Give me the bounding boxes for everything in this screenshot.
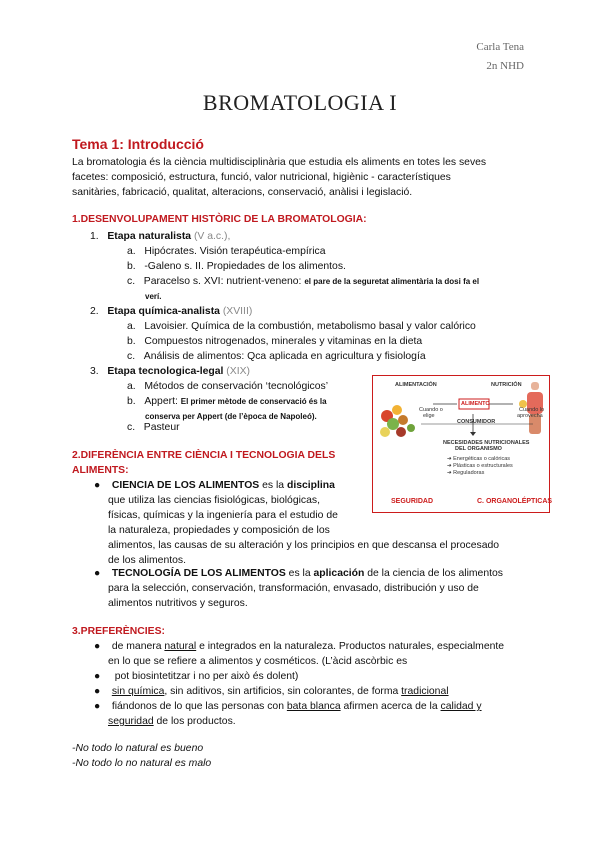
text-line: la naturaleza, propiedades y composición de los [108, 525, 330, 536]
bullet-bata-blanca: ● fiándonos de lo que las personas con bata blanca afirmen acerca de la calidad y [94, 701, 482, 712]
stage3: 3. Etapa tecnologica-legal (XIX) [90, 366, 250, 377]
author-block [476, 38, 524, 76]
section2-heading: 2.DIFERÈNCIA ENTRE CIÈNCIA I TECNOLOGIA DELS ALIMENTS: [72, 450, 336, 476]
stage-period: (XIX) [226, 366, 250, 377]
text-line: seguridad de los productos. [108, 716, 236, 727]
label-organolepticas: C. ORGANOLÉPTICAS [477, 498, 553, 505]
stage-name: Etapa química-analista [107, 306, 220, 317]
list-item: a. Métodos de conservación ‘tecnológicos’ [127, 381, 329, 392]
label-cuando-aprovecha-1: Cuando lo [519, 407, 545, 413]
need-item: ➔ Reguladoras [447, 470, 485, 476]
need-item: ➔ Plásticas o estructurales [447, 463, 513, 469]
footer-note: -No todo lo no natural es malo [72, 758, 212, 769]
label-consumidor: CONSUMIDOR [457, 419, 496, 425]
text-line: de los alimentos. [108, 555, 186, 566]
note: el pare de la seguretat alimentària la dosi fa el [304, 277, 480, 286]
alimentacion-nutricion-diagram [372, 375, 553, 513]
label-necesidades-2: DEL ORGANISMO [455, 446, 502, 452]
list-item: b. Compuestos nitrogenados, minerales y vitaminas en la dieta [127, 336, 423, 347]
stage-name: Etapa tecnologica-legal [107, 366, 224, 377]
stage-period: (V a.c.), [193, 231, 231, 242]
footer-note: -No todo lo natural es bueno [72, 743, 204, 754]
intro-line: facetes: composició, estructura, funció, valor nutricional, higiènic - característiques [72, 172, 451, 183]
list-item: b. Appert: El primer mètode de conservació és la [127, 396, 327, 407]
label-cuando-elige-1: Cuando o [419, 407, 443, 413]
label-cuando-aprovecha-2: aprovecha [517, 413, 543, 419]
label-nutricion: NUTRICIÓN [491, 382, 522, 388]
label-alimentacion: ALIMENTACIÓN [395, 382, 437, 388]
note: verí. [145, 292, 162, 301]
topic-heading: Tema 1: Introducció [72, 136, 204, 152]
author-name: Carla Tena [476, 41, 524, 53]
list-item: a. Lavoisier. Química de la combustión, metabolismo basal y valor calórico [127, 321, 476, 332]
stage-name: Etapa naturalista [107, 231, 192, 242]
intro-line: sanitàries, fabricació, qualitat, alteracions, conservació, anàlisi i legislació. [72, 187, 413, 198]
text-line: en lo que se refiere a alimentos y cosméticos. (L’àcid ascòrbic es [108, 656, 408, 667]
text-line: que utiliza las ciencias fisiológicas, biológicas, [108, 495, 320, 506]
section3-heading: 3.PREFERÈNCIES: [72, 626, 165, 637]
intro-paragraph [72, 155, 532, 200]
food-illustration [380, 405, 415, 437]
note: conserva per Appert (de l’època de Napoleó). [145, 412, 317, 421]
bullet-natural: ● de manera natural e integrados en la naturaleza. Productos naturales, especialmente [94, 641, 505, 652]
label-necesidades-1: NECESIDADES NUTRICIONALES [443, 440, 530, 446]
text-line: alimentos, las causas de su alteración y los principios en que descansa el procesado [108, 540, 500, 551]
document-title: BROMATOLOGIA I [202, 90, 398, 115]
label-alimento: ALIMENTO [461, 401, 490, 407]
bullet-biosintesi: ● pot biosintetitzar i no per això és dolent) [94, 671, 299, 682]
list-item: b. -Galeno s. II. Propiedades de los alimentos. [127, 261, 346, 272]
author-course: 2n NHD [486, 60, 524, 72]
bullet-tecnologia: ● TECNOLOGÍA DE LOS ALIMENTOS es la aplicación de la ciencia de los alimentos [94, 568, 503, 579]
note: El primer mètode de conservació és la [180, 397, 327, 406]
stage2: 2. Etapa química-analista (XVIII) [90, 306, 253, 317]
stage-number: 1. [90, 231, 99, 242]
stage-period: (XVIII) [222, 306, 253, 317]
list-item: c. Paracelso s. XVI: nutrient-veneno: el pare de la seguretat alimentària la dosi fa el [127, 276, 480, 287]
text-line: físicas, químicas y la ingeniería para el estudio de [108, 510, 338, 521]
list-item: c. Pasteur [127, 422, 180, 433]
text-line: para la selección, conservación, transformación, envasado, distribución y uso de [108, 583, 479, 594]
list-item: a. Hipócrates. Visión terapéutica-empírica [127, 246, 326, 257]
text-line: alimentos nutritivos y seguros. [108, 598, 248, 609]
bullet-ciencia: ● CIENCIA DE LOS ALIMENTOS es la disciplina [94, 480, 335, 491]
list-item: c. Análisis de alimentos: Qca aplicada en agricultura y fisiología [127, 351, 426, 362]
need-item: ➔ Energéticas o calóricas [447, 456, 511, 462]
intro-line: La bromatologia és la ciència multidisciplinària que estudia els aliments en totes les seves [72, 157, 487, 168]
stage1 [90, 229, 230, 244]
label-cuando-elige-2: elige [423, 413, 435, 419]
section1-heading: 1.DESENVOLUPAMENT HISTÒRIC DE LA BROMATOLOGIA: [72, 214, 367, 225]
bullet-sin-quimica: ● sin química, sin aditivos, sin artificios, sin colorantes, de forma tradicional [94, 686, 449, 697]
label-seguridad: SEGURIDAD [391, 498, 434, 505]
